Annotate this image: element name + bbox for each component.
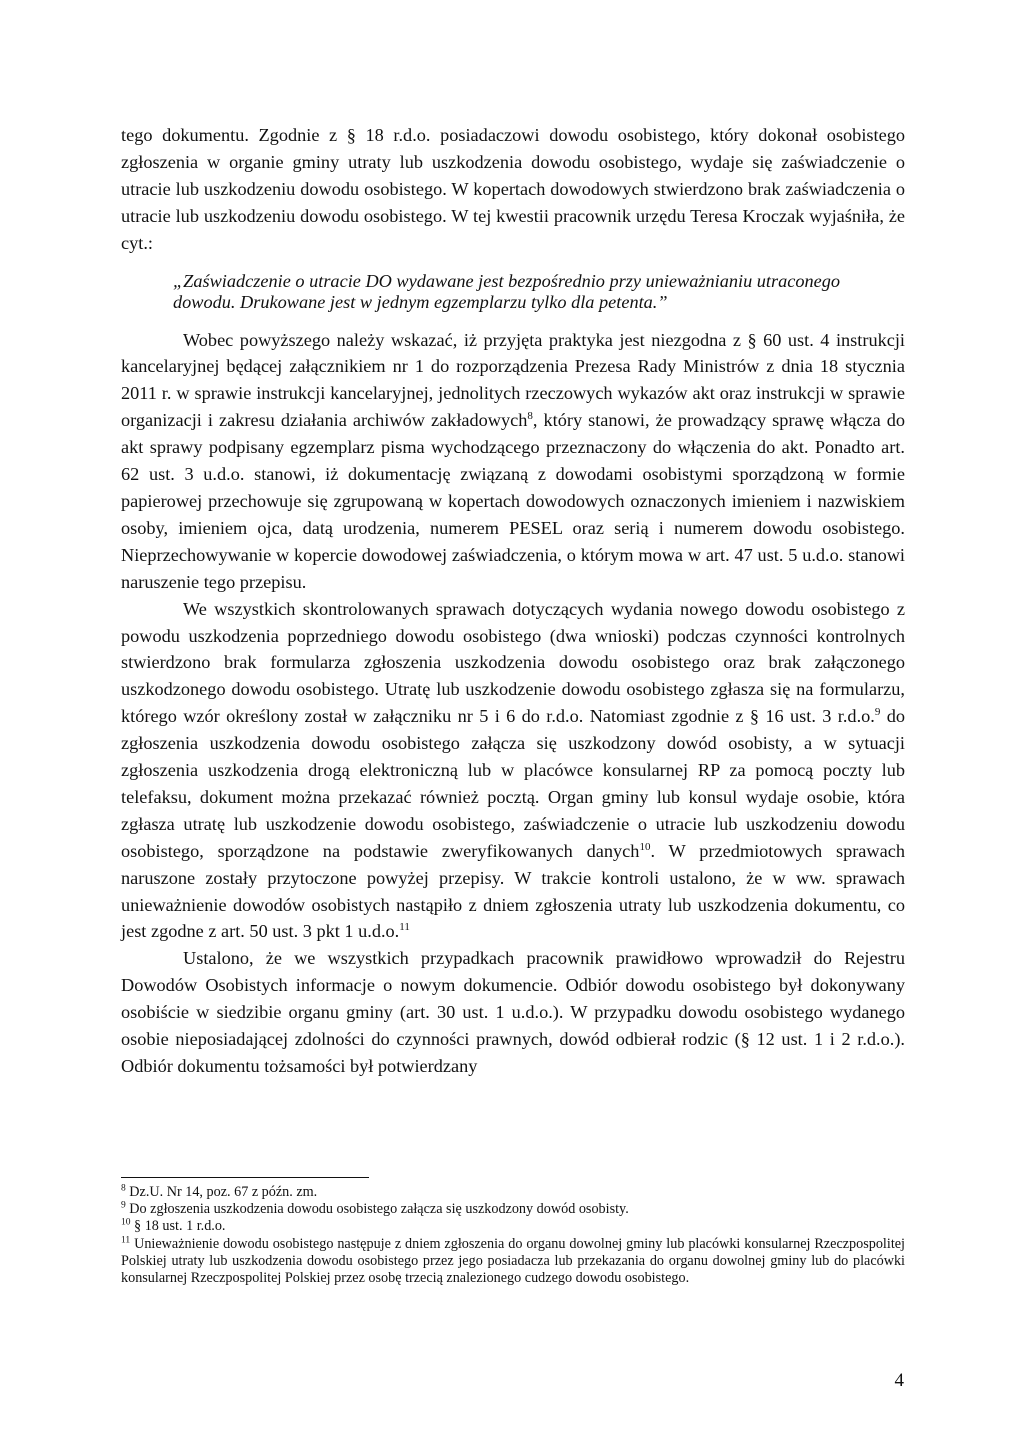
paragraph-2 (121, 327, 905, 596)
paragraph-2-text-a: Wobec powyższego należy wskazać, iż przyjęta praktyka jest niezgodna z § 60 ust. 4 instrukcji kancelaryjnej będącej załącznikiem nr 1 do rozporządzenia Prezesa Rady Ministrów z dnia 18 stycznia 2011 r. w sprawie instrukcji kancelaryjnej, jednolitych rzeczowych wykazów akt oraz instrukcji w sprawie organizacji i zakresu działania archiwów zakładowych (121, 329, 905, 431)
paragraph-3-text-b: do zgłoszenia uszkodzenia dowodu osobistego załącza się uszkodzony dowód osobisty, a w sytuacji zgłoszenia uszkodzenia drogą elektroniczną lub w placówce konsularnej RP za pomocą poczty lub telefaksu, dokument można przekazać również pocztą. Organ gminy lub konsul wydaje osobie, która zgłasza utratę lub uszkodzenie dowodu osobistego, zaświadczenie o utracie lub uszkodzeniu dowodu osobistego, sporządzone na podstawie zweryfikowanych danych (121, 706, 905, 861)
footnote-text: Unieważnienie dowodu osobistego następuje z dniem zgłoszenia do organu dowolnej gminy lub placówki konsularnej Rzeczpospolitej Polskiej utraty lub uszkodzenia dowodu osobistego przez jego posiadacza lub przekazania do organu dowolnej gminy lub do placówki konsularnej Rzeczpospolitej Polskiej przez osobę trzecią znalezionego cudzego dowodu osobistego. (121, 1235, 905, 1287)
page-number: 4 (894, 1370, 904, 1391)
footnote-10 (121, 1218, 905, 1235)
footnote-ref-11: 11 (399, 921, 410, 934)
footnote-number: 10 (121, 1217, 131, 1228)
footnote-separator (121, 1177, 369, 1178)
footnote-9 (121, 1201, 905, 1218)
footnote-text: Dz.U. Nr 14, poz. 67 z późn. zm. (125, 1184, 318, 1200)
footnote-number: 11 (121, 1234, 131, 1245)
footnote-ref-10: 10 (639, 840, 651, 853)
paragraph-4: Ustalono, że we wszystkich przypadkach pracownik prawidłowo wprowadził do Rejestru Dowodów Osobistych informacje o nowym dokumencie. Odbiór dowodu osobistego był dokonywany osobiście w siedzibie organu gminy (art. 30 ust. 1 u.d.o.). W przypadku dowodu osobistego wydanego osobie nieposiadającej zdolności do czynności prawnych, dowód odbierał rodzic (§ 12 ust. 1 i 2 r.d.o.). Odbiór dokumentu tożsamości był potwierdzany (121, 948, 905, 1076)
footnote-text: § 18 ust. 1 r.d.o. (130, 1218, 226, 1235)
paragraph-1: tego dokumentu. Zgodnie z § 18 r.d.o. posiadaczowi dowodu osobistego, który dokonał osobistego zgłoszenia w organie gminy utraty lub uszkodzenia dowodu osobistego, wydaje się zaświadczenie o utracie lub uszkodzeniu dowodu osobistego. W kopertach dowodowych stwierdzono brak zaświadczenia o utracie lub uszkodzeniu dowodu osobistego. W tej kwestii pracownik urzędu Teresa Kroczak wyjaśniła, że cyt.: (121, 125, 905, 253)
footnote-11 (121, 1236, 905, 1288)
paragraph-3-text-c: . W przedmiotowych sprawach naruszone zostały przytoczone powyżej przepisy. W trakcie kontroli ustalono, że w ww. sprawach unieważnienie dowodów osobistych nastąpiło z dniem zgłoszenia utraty lub uszkodzenia dokumentu, co jest zgodne z art. 50 ust. 3 pkt 1 u.d.o. (121, 840, 905, 942)
paragraph-2-text-b: , który stanowi, że prowadzący sprawę włącza do akt sprawy podpisany egzemplarz pisma wychodzącego przeznaczony do włączenia do akt. Ponadto art. 62 ust. 3 u.d.o. stanowi, iż dokumentację związaną z dowodami osobistymi sporządzoną w formie papierowej przechowuje się zgrupowaną w kopertach dowodowych oznaczonych imieniem i nazwiskiem osoby, imieniem ojca, datą urodzenia, numerem PESEL oraz serią i numerem dowodu osobistego. Nieprzechowywanie w kopercie dowodowej zaświadczenia, o którym mowa w art. 47 ust. 5 u.d.o. stanowi naruszenie tego przepisu. (121, 410, 905, 592)
document-body (121, 122, 905, 1080)
quote-block: „Zaświadczenie o utracie DO wydawane jest bezpośrednio przy unieważnianiu utraconego dowodu. Drukowane jest w jednym egzemplarzu tylko dla petenta.” (173, 270, 841, 312)
footnote-text: Do zgłoszenia uszkodzenia dowodu osobistego załącza się uszkodzony dowód osobisty. (125, 1201, 629, 1218)
footnote-8 (121, 1184, 905, 1201)
paragraph-3-text-a: We wszystkich skontrolowanych sprawach dotyczących wydania nowego dowodu osobistego z powodu uszkodzenia poprzedniego dowodu osobistego (dwa wnioski) podczas czynności kontrolnych stwierdzono brak formularza zgłoszenia uszkodzenia dowodu osobistego oraz brak załączonego uszkodzonego dowodu osobistego. Utratę lub uszkodzenie dowodu osobistego zgłasza się na formularzu, którego wzór określony został w załączniku nr 5 i 6 do r.d.o. Natomiast zgodnie z § 16 ust. 3 r.d.o. (121, 598, 905, 727)
footnote-number: 8 (121, 1183, 126, 1194)
footnote-ref-8: 8 (527, 410, 533, 423)
footnotes (121, 1177, 905, 1287)
footnote-number: 9 (121, 1200, 126, 1211)
footnote-ref-9: 9 (874, 706, 881, 719)
paragraph-3 (121, 596, 905, 946)
